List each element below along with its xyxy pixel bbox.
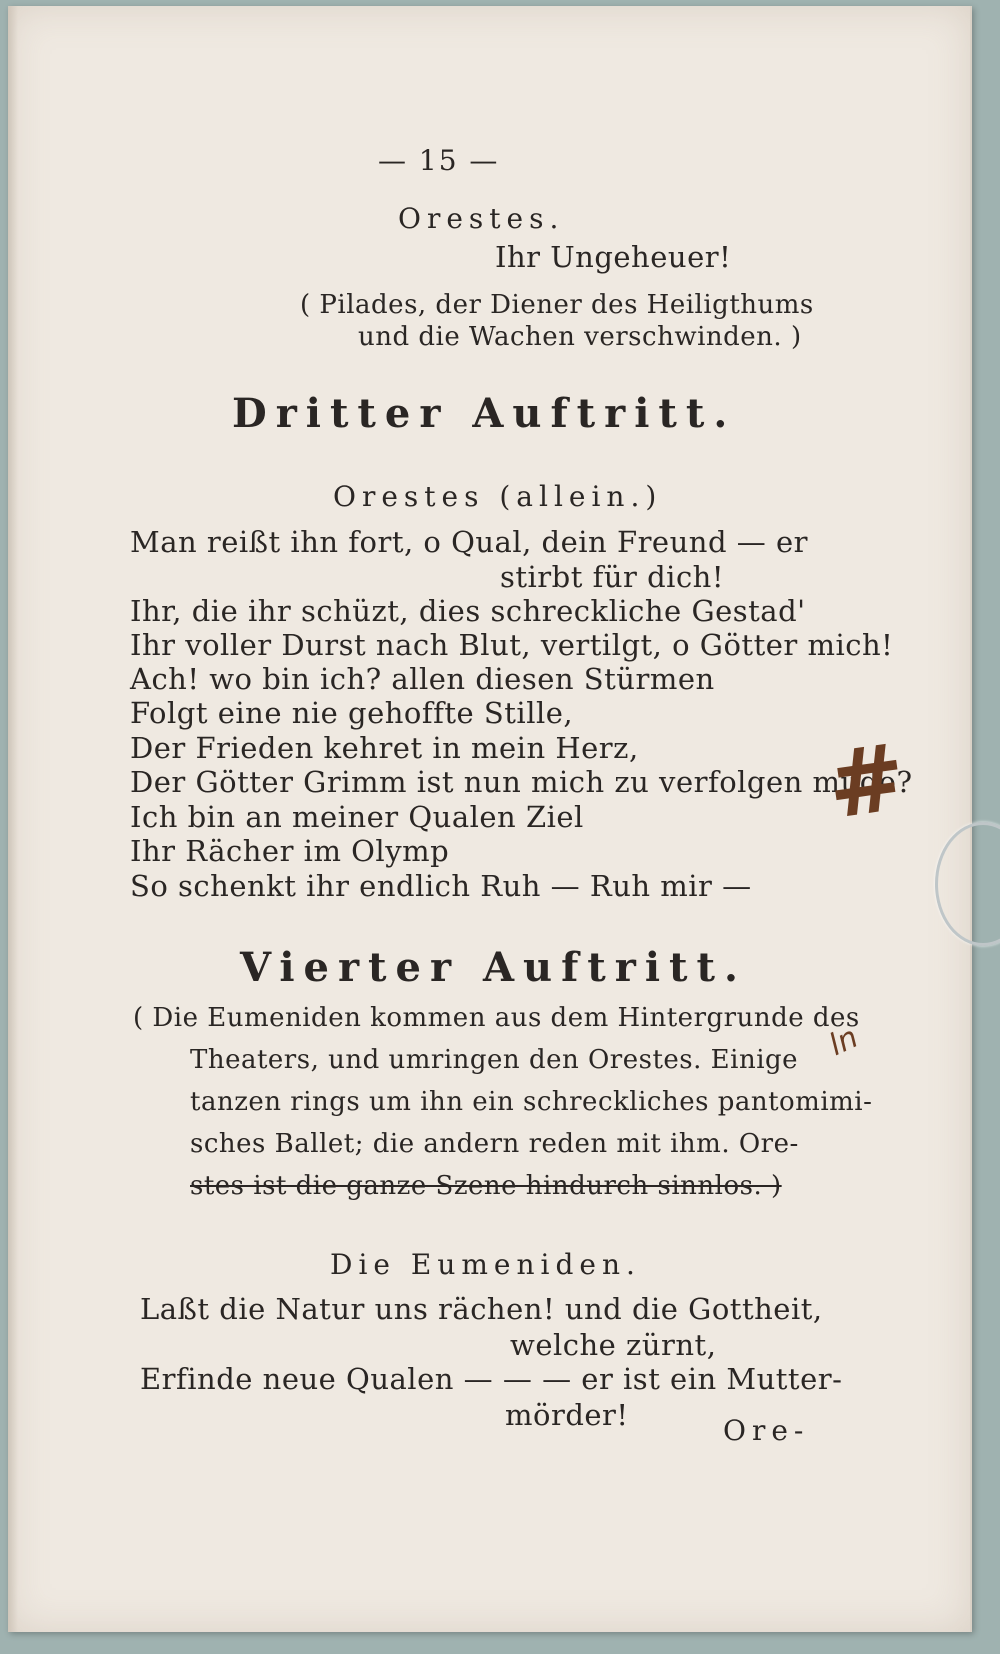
- verse-line: Ihr voller Durst nach Blut, vertilgt, o Götter mich!: [130, 628, 894, 662]
- verse-line: mörder!: [505, 1398, 629, 1432]
- scene-heading: Dritter Auftritt.: [232, 390, 737, 437]
- stage-direction-line: und die Wachen verschwinden. ): [358, 322, 802, 352]
- verse-line: Ich bin an meiner Qualen Ziel: [130, 800, 584, 834]
- stage-direction-line: ( Pilades, der Diener des Heiligthums: [300, 290, 814, 320]
- verse-line: Der Frieden kehret in mein Herz,: [130, 731, 639, 765]
- handwritten-insertion-mark: ln: [823, 1019, 864, 1064]
- verse-line: Laßt die Natur uns rächen! und die Gottheit,: [140, 1292, 823, 1326]
- handwritten-hash-mark: #: [820, 723, 913, 840]
- verse-line: Ach! wo bin ich? allen diesen Stürmen: [130, 662, 715, 696]
- verse-line: Ihr Rächer im Olymp: [130, 834, 450, 868]
- stage-direction-line: stes ist die ganze Szene hindurch sinnlos. ): [190, 1171, 782, 1201]
- verse-line: Ihr, die ihr schüzt, dies schreckliche Gestad': [130, 594, 806, 628]
- stage-direction-line: Theaters, und umringen den Orestes. Einige: [190, 1045, 799, 1075]
- verse-line: So schenkt ihr endlich Ruh — Ruh mir —: [130, 869, 752, 903]
- verse-line: stirbt für dich!: [500, 560, 725, 594]
- verse-line: Erfinde neue Qualen — — — er ist ein Mutter-: [140, 1362, 843, 1396]
- book-page: [8, 6, 972, 1632]
- verse-line: Ihr Ungeheuer!: [495, 240, 732, 274]
- scene-heading: Vierter Auftritt.: [240, 944, 747, 991]
- speaker-name: Orestes (allein.): [333, 480, 663, 513]
- speaker-name: Orestes.: [398, 202, 565, 235]
- stage-direction-line: tanzen rings um ihn ein schreckliches pantomimi-: [190, 1087, 873, 1117]
- page-number: — 15 —: [378, 144, 500, 177]
- page-gutter-shadow: [8, 6, 18, 1632]
- stage-direction-line: ( Die Eumeniden kommen aus dem Hintergrunde des: [133, 1003, 860, 1033]
- catchword: Ore-: [723, 1414, 810, 1447]
- speaker-name: Die Eumeniden.: [330, 1248, 641, 1281]
- verse-line: Folgt eine nie gehoffte Stille,: [130, 696, 574, 730]
- verse-line: welche zürnt,: [510, 1328, 717, 1362]
- stage-direction-line: sches Ballet; die andern reden mit ihm. Ore-: [190, 1129, 799, 1159]
- verse-line: Der Götter Grimm ist nun mich zu verfolgen müde?: [130, 765, 913, 799]
- verse-line: Man reißt ihn fort, o Qual, dein Freund — er: [130, 525, 808, 559]
